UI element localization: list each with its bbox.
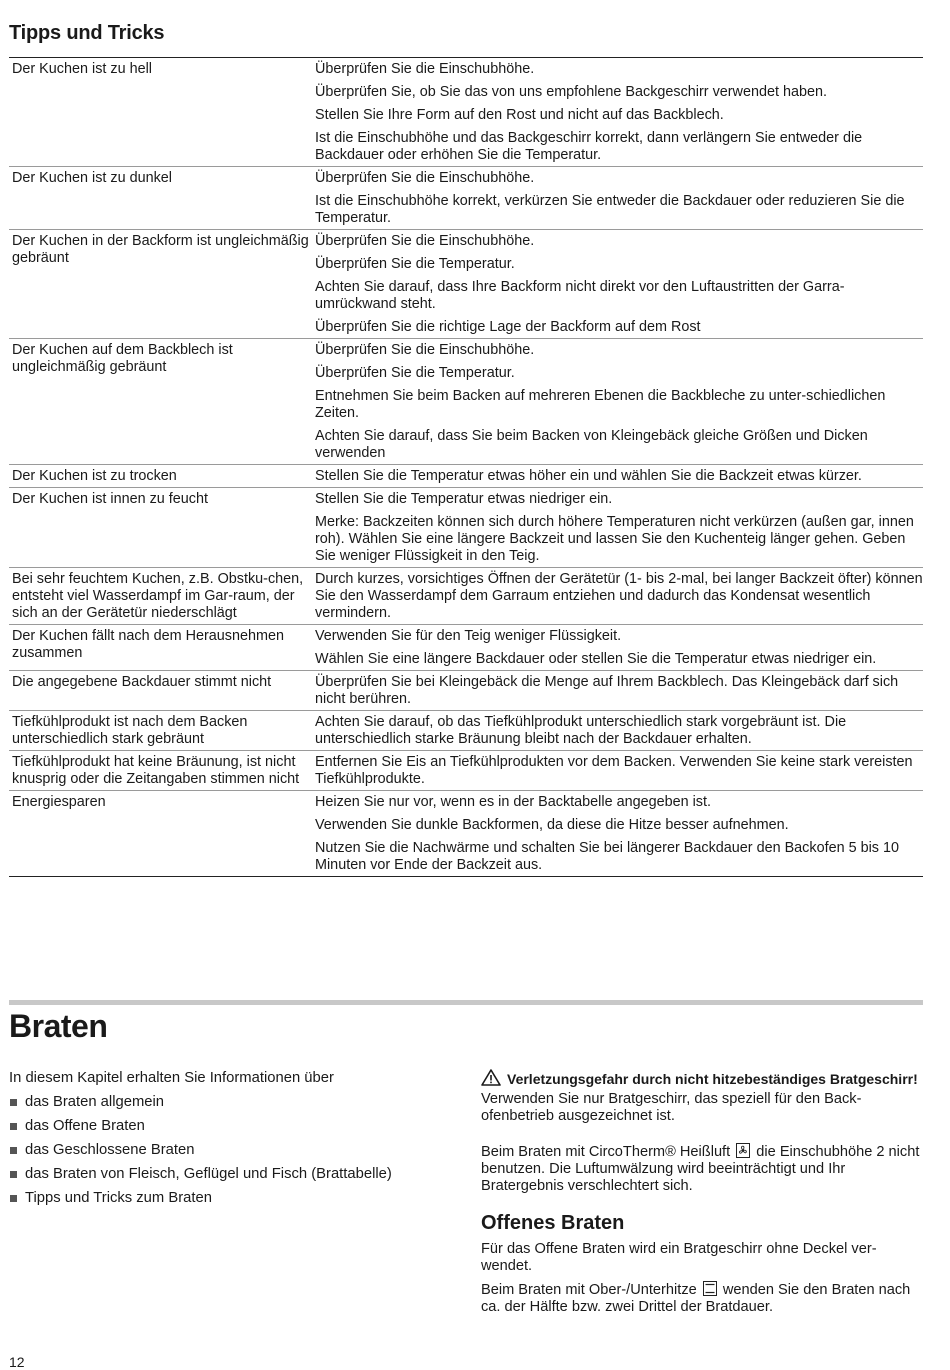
bullet-square-icon (10, 1147, 17, 1154)
tips-problem: Der Kuchen auf dem Backblech ist ungleichmäßig gebräunt (12, 342, 233, 375)
list-item (9, 1138, 459, 1162)
warning-heading (481, 1069, 923, 1090)
tips-solution: Überprüfen Sie die Einschubhöhe. (315, 342, 535, 358)
tips-solution: Überprüfen Sie die Einschubhöhe. (315, 61, 535, 77)
tips-solution: Achten Sie darauf, dass Ihre Backform nicht direkt vor den Luftaustritten der Garra-umrückwand steht. (315, 279, 845, 312)
tips-row (9, 750, 923, 790)
warning-text: Verwenden Sie nur Bratgeschirr, das speziell für den Back-ofenbetrieb ausgezeichnet ist. (481, 1091, 862, 1124)
tips-row (9, 58, 923, 166)
tips-solutions (315, 628, 923, 668)
tips-solution: Überprüfen Sie die Einschubhöhe. (315, 170, 535, 186)
tips-solution: Stellen Sie die Temperatur etwas höher ein und wählen Sie die Backzeit etwas kürzer. (315, 468, 862, 484)
tips-solutions (315, 233, 923, 336)
topic-label: das Geschlossene Braten (25, 1142, 195, 1158)
tips-solution: Stellen Sie die Temperatur etwas niedriger ein. (315, 491, 613, 507)
tips-solutions (315, 714, 923, 748)
tips-solutions (315, 794, 923, 874)
tips-solution: Achten Sie darauf, dass Sie beim Backen von Kleingebäck gleiche Größen und Dicken verwenden (315, 428, 868, 461)
tips-solutions (315, 170, 923, 227)
tips-row (9, 229, 923, 338)
list-item (9, 1090, 459, 1114)
tips-solutions (315, 674, 923, 708)
tips-solution: Durch kurzes, vorsichtiges Öffnen der Gerätetür (1- bis 2-mal, bei langer Backzeit öfter) können Sie den Wasserdampf dem Garraum entziehen und dadurch das Kondensat wesentlich vermindern. (315, 571, 923, 621)
tips-row (9, 710, 923, 750)
tips-solution: Entfernen Sie Eis an Tiefkühlprodukten vor dem Backen. Verwenden Sie keine stark vereisten Tiefkühlprodukte. (315, 754, 913, 787)
braten-intro-text: In diesem Kapitel erhalten Sie Informationen über (9, 1070, 334, 1086)
tips-solutions (315, 342, 923, 462)
topic-label: das Braten allgemein (25, 1094, 165, 1110)
tips-solutions (315, 468, 923, 485)
tips-problem: Der Kuchen ist innen zu feucht (12, 491, 208, 507)
tips-solution: Heizen Sie nur vor, wenn es in der Backtabelle angegeben ist. (315, 794, 711, 810)
tips-table (9, 57, 923, 877)
tips-solutions (315, 491, 923, 565)
tips-problem: Der Kuchen ist zu dunkel (12, 170, 172, 186)
tips-problem: Der Kuchen ist zu hell (12, 61, 152, 77)
tips-row (9, 166, 923, 229)
tips-solution: Merke: Backzeiten können sich durch höhere Temperaturen nicht verkürzen (außen gar, innen roh). Wählen Sie eine längere Backzeit und lassen Sie den Kuchenteig länger gehen. Geben Sie weniger Flüssigkeit in den Teig. (315, 514, 914, 564)
tips-row (9, 567, 923, 624)
section-divider (9, 1000, 923, 1005)
tips-row (9, 338, 923, 464)
tips-row (9, 487, 923, 567)
bullet-square-icon (10, 1099, 17, 1106)
tips-solution: Entnehmen Sie beim Backen auf mehreren Ebenen die Backbleche zu unter-schiedlichen Zeiten. (315, 388, 886, 421)
ober-unterhitze-note-end: wenden Sie den Braten nach ca. der Hälfte bzw. zwei Drittel der Bratdauer. (481, 1282, 911, 1315)
tips-problem: Der Kuchen ist zu trocken (12, 468, 177, 484)
tips-problem: Tiefkühlprodukt hat keine Bräunung, ist nicht knusprig oder die Zeitangaben stimmen nicht (12, 754, 300, 787)
list-item (9, 1114, 459, 1138)
offenes-braten-title: Offenes Braten (481, 1212, 625, 1234)
list-item (9, 1186, 459, 1210)
top-bottom-heat-icon (703, 1281, 717, 1296)
tips-solution: Überprüfen Sie die Temperatur. (315, 256, 515, 272)
list-item (9, 1162, 459, 1186)
tips-solution: Nutzen Sie die Nachwärme und schalten Sie bei längerer Backdauer den Backofen 5 bis 10 Minuten vor Ende der Backzeit aus. (315, 840, 899, 873)
tips-solution: Ist die Einschubhöhe und das Backgeschirr korrekt, dann verlängern Sie entweder die Backdauer oder erhöhen Sie die Temperatur. (315, 130, 863, 163)
page-number: 12 (9, 1354, 25, 1370)
tips-solutions (315, 754, 923, 788)
tips-solution: Überprüfen Sie die richtige Lage der Backform auf dem Rost (315, 319, 701, 335)
tips-problem: Bei sehr feuchtem Kuchen, z.B. Obstku-chen, entsteht viel Wasserdampf im Gar-raum, der sich an der Gerätetür niederschlägt (12, 571, 304, 621)
tips-problem: Tiefkühlprodukt ist nach dem Backen unterschiedlich stark gebräunt (12, 714, 248, 747)
tips-row (9, 624, 923, 670)
tips-row (9, 464, 923, 487)
tips-solutions (315, 61, 923, 164)
tips-title: Tipps und Tricks (9, 22, 165, 44)
tips-solution: Überprüfen Sie die Temperatur. (315, 365, 515, 381)
circotherm-note-start: Beim Braten mit CircoTherm® Heißluft (481, 1144, 731, 1160)
braten-intro-column (9, 1066, 459, 1210)
tips-solution: Stellen Sie Ihre Form auf den Rost und nicht auf das Backblech. (315, 107, 724, 123)
bullet-square-icon (10, 1123, 17, 1130)
circotherm-fan-icon (736, 1143, 750, 1158)
tips-solution: Verwenden Sie dunkle Backformen, da diese die Hitze besser aufnehmen. (315, 817, 789, 833)
bullet-square-icon (10, 1195, 17, 1202)
circotherm-note-end: die Einschubhöhe 2 nicht benutzen. Die Luftumwälzung wird beeinträchtigt und Ihr Bratergebnis verschlechtert sich. (481, 1144, 920, 1194)
warning-title: Verletzungsgefahr durch nicht hitzebeständiges Bratgeschirr! (507, 1071, 918, 1087)
tips-solution: Überprüfen Sie, ob Sie das von uns empfohlene Backgeschirr verwendet haben. (315, 84, 827, 100)
ober-unterhitze-note-start: Beim Braten mit Ober-/Unterhitze (481, 1282, 697, 1298)
tips-solutions (315, 571, 923, 622)
tips-solution: Überprüfen Sie die Einschubhöhe. (315, 233, 535, 249)
topic-label: Tipps und Tricks zum Braten (25, 1190, 212, 1206)
tips-problem: Der Kuchen fällt nach dem Herausnehmen zusammen (12, 628, 284, 661)
tips-row (9, 790, 923, 876)
tips-solution: Ist die Einschubhöhe korrekt, verkürzen Sie entweder die Backdauer oder reduzieren Sie die Temperatur. (315, 193, 905, 226)
offenes-braten-text: Für das Offene Braten wird ein Bratgeschirr ohne Deckel ver-wendet. (481, 1241, 877, 1274)
bullet-square-icon (10, 1171, 17, 1178)
tips-row (9, 670, 923, 710)
tips-solution: Überprüfen Sie bei Kleingebäck die Menge auf Ihrem Backblech. Das Kleingebäck darf sich nicht berühren. (315, 674, 899, 707)
braten-title: Braten (9, 1008, 108, 1044)
ober-unterhitze-note (481, 1281, 923, 1316)
tips-problem: Energiesparen (12, 794, 106, 810)
tips-solution: Achten Sie darauf, ob das Tiefkühlprodukt unterschiedlich stark vorgebräunt ist. Die unterschiedlich starke Bräunung bleibt nach der Backdauer erhalten. (315, 714, 847, 747)
topic-label: das Braten von Fleisch, Geflügel und Fisch (Brattabelle) (25, 1166, 392, 1182)
topic-label: das Offene Braten (25, 1118, 145, 1134)
braten-topic-list (9, 1090, 459, 1210)
tips-solution: Wählen Sie eine längere Backdauer oder stellen Sie die Temperatur etwas niedriger ein. (315, 651, 877, 667)
warning-triangle-icon (481, 1069, 501, 1090)
tips-problem: Die angegebene Backdauer stimmt nicht (12, 674, 272, 690)
circotherm-note (481, 1143, 923, 1195)
tips-problem: Der Kuchen in der Backform ist ungleichmäßig gebräunt (12, 233, 309, 266)
braten-info-column (481, 1069, 923, 1316)
tips-solution: Verwenden Sie für den Teig weniger Flüssigkeit. (315, 628, 622, 644)
